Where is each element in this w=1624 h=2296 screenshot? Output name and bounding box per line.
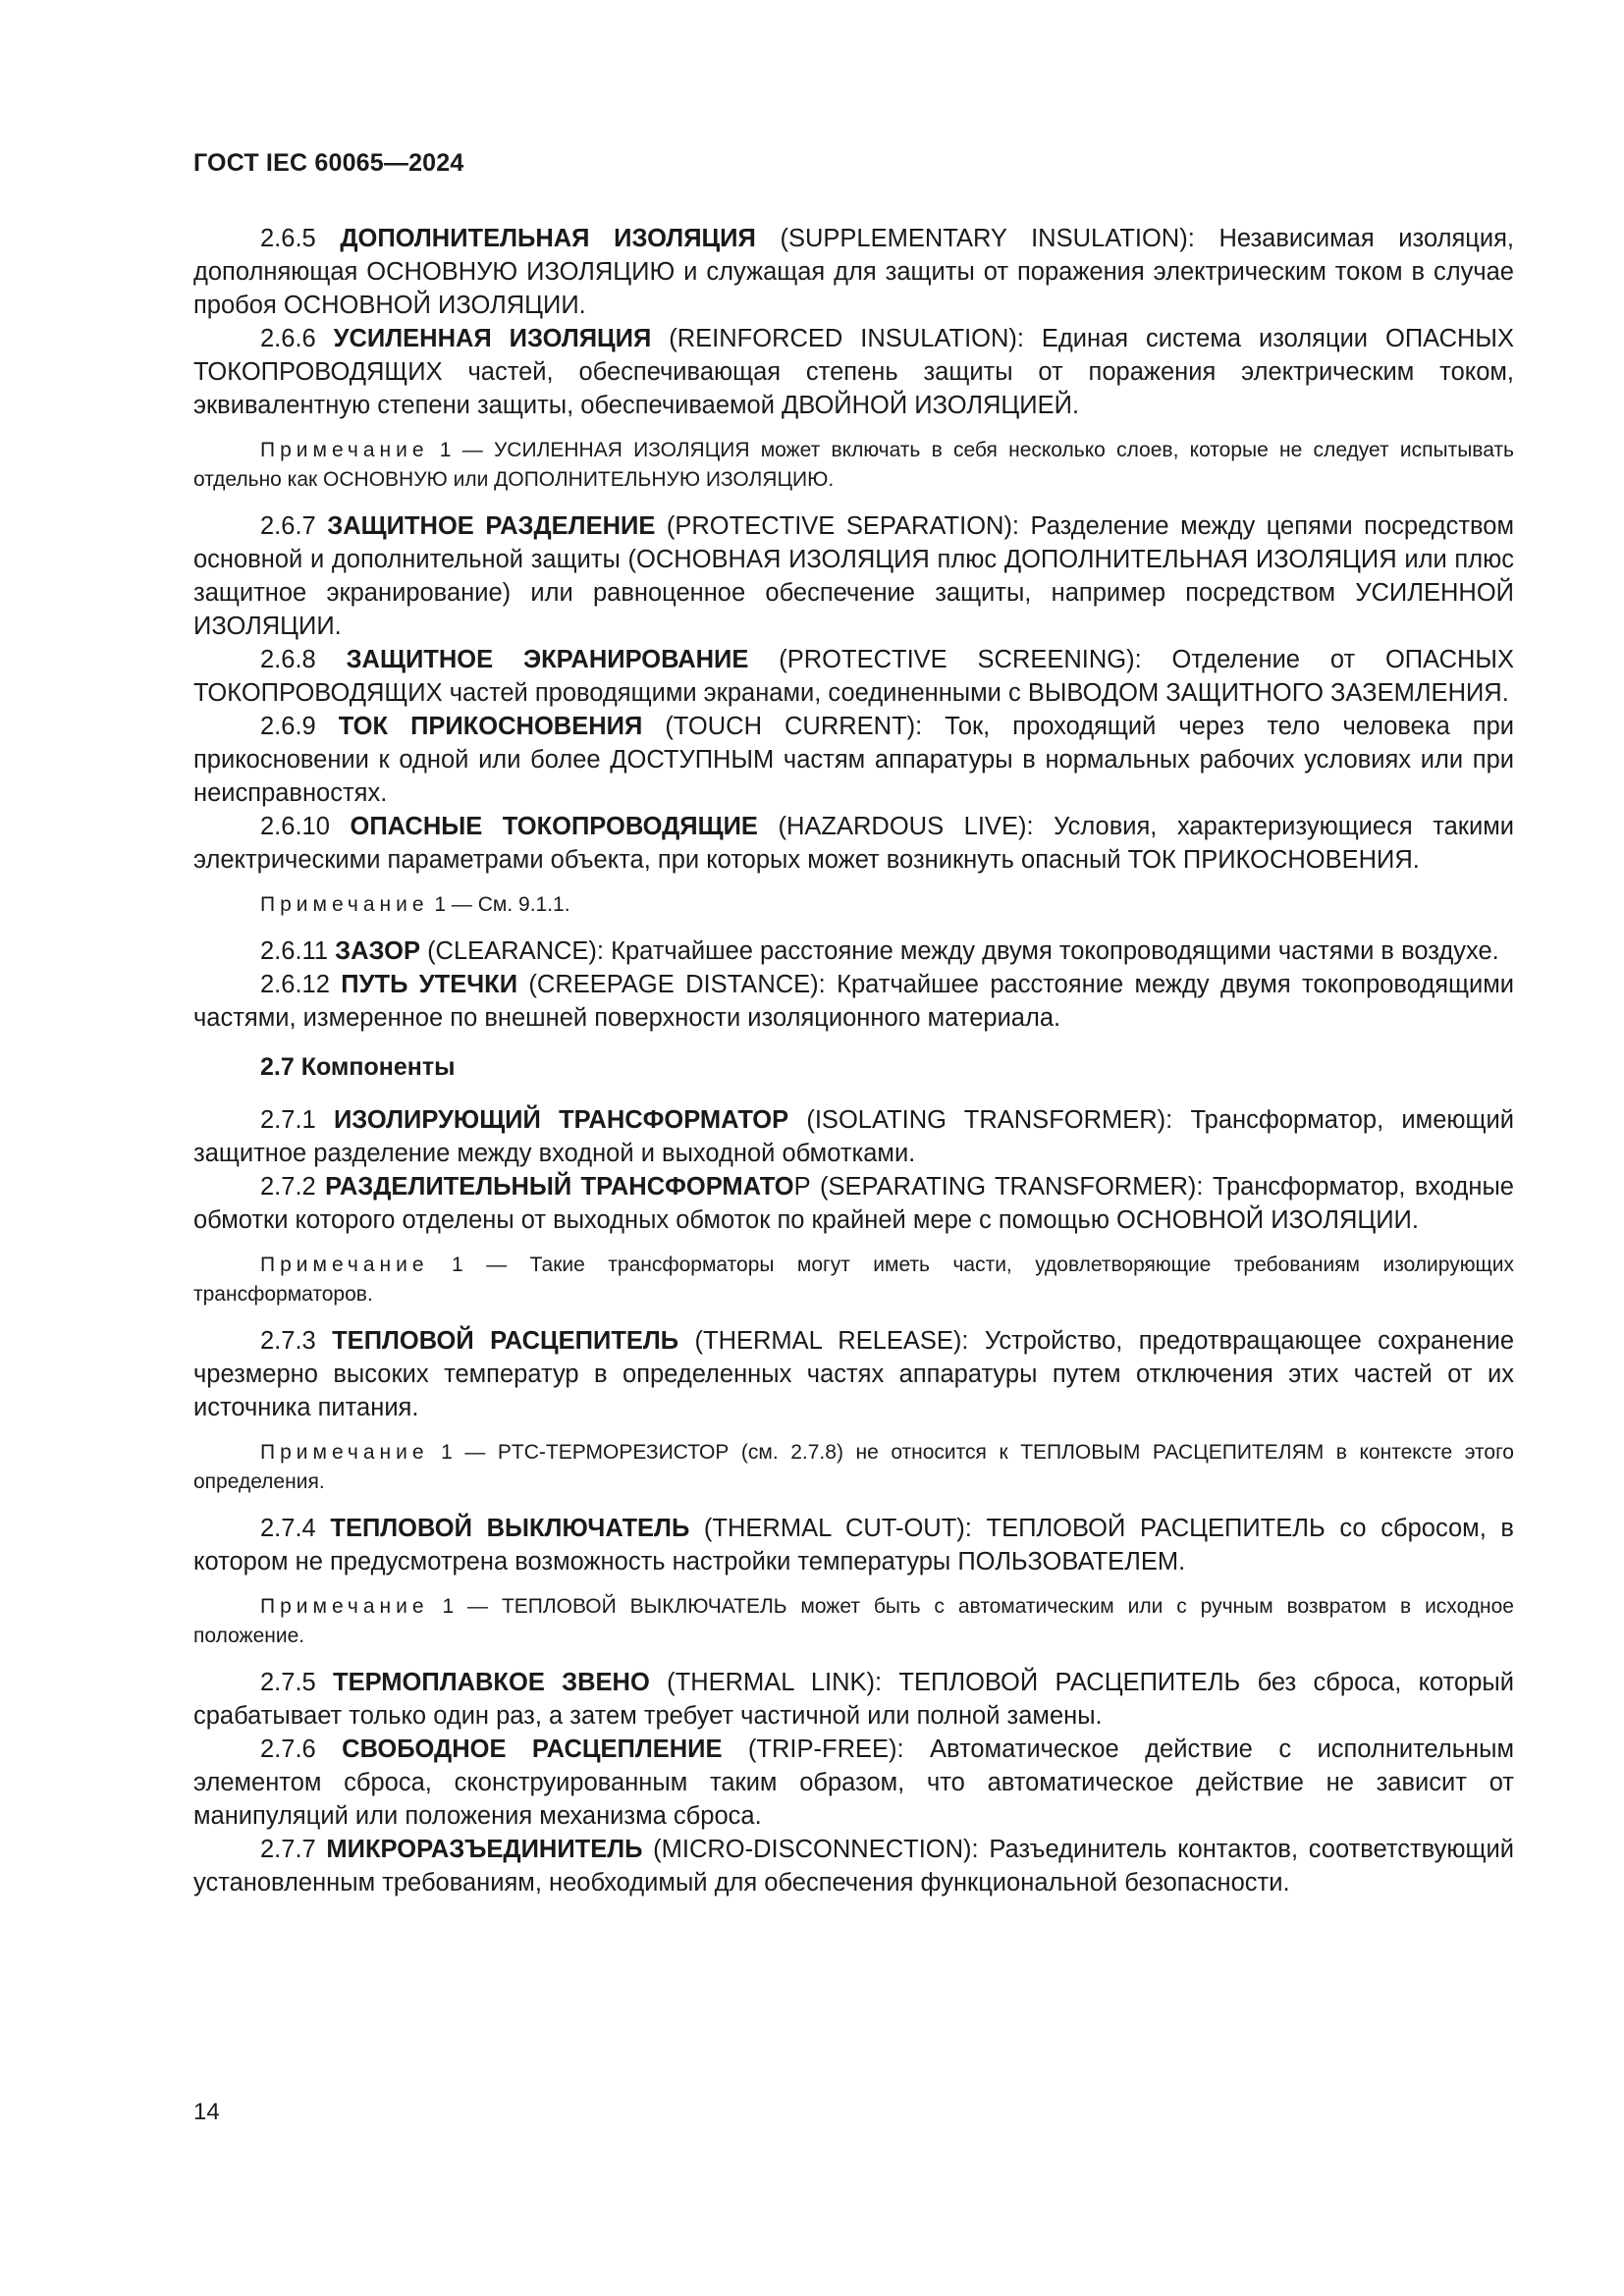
definition-paragraph <box>193 1733 1514 1833</box>
note-label: Примечание <box>260 439 429 461</box>
clause-number: 2.7.4 <box>260 1515 316 1542</box>
defined-term: ИЗОЛИРУЮЩИЙ ТРАНСФОРМАТОР <box>333 1106 789 1134</box>
definition-text: (REINFORCED INSULATION): Единая система изоляции ОПАСНЫХ ТОКОПРОВОДЯЩИХ частей, обеспечивающая степень защиты от поражения электрическим током, эквивалентную степени защиты, обеспечиваемой ДВОЙНОЙ ИЗОЛЯЦИЕЙ. <box>193 325 1515 419</box>
definition-paragraph <box>193 322 1514 422</box>
note-paragraph <box>193 1438 1514 1497</box>
definition-paragraph <box>193 710 1514 810</box>
note-text: 1 — УСИЛЕННАЯ ИЗОЛЯЦИЯ может включать в себя несколько слоев, которые не следует испытывать отдельно как ОСНОВНУЮ или ДОПОЛНИТЕЛЬНУЮ ИЗОЛЯЦИЮ. <box>193 439 1514 491</box>
clause-number: 2.6.6 <box>260 325 316 352</box>
defined-term: РАЗДЕЛИТЕЛЬНЫЙ ТРАНСФОРМАТО <box>325 1173 794 1201</box>
defined-term: ТЕПЛОВОЙ РАСЦЕПИТЕЛЬ <box>332 1327 679 1355</box>
definition-paragraph <box>193 509 1514 643</box>
definition-text: (MICRO-DISCONNECTION): Разъединитель контактов, соответствующий установленным требованиям, необходимый для обеспечения функциональной безопасности. <box>193 1836 1514 1896</box>
defined-term: МИКРОРАЗЪЕДИНИТЕЛЬ <box>326 1836 643 1863</box>
defined-term: УСИЛЕННАЯ ИЗОЛЯЦИЯ <box>333 325 652 352</box>
definition-paragraph <box>193 968 1514 1035</box>
note-label: Примечание <box>260 1254 429 1276</box>
defined-term: СВОБОДНОЕ РАСЦЕПЛЕНИЕ <box>342 1735 723 1763</box>
note-paragraph <box>193 890 1514 920</box>
clause-number: 2.6.5 <box>260 225 316 252</box>
clause-number: 2.6.12 <box>260 971 330 998</box>
definition-paragraph <box>193 810 1514 877</box>
clause-number: 2.6.7 <box>260 512 316 540</box>
definition-paragraph <box>193 934 1514 968</box>
defined-term: ТОК ПРИКОСНОВЕНИЯ <box>338 713 643 740</box>
clause-number: 2.7.7 <box>260 1836 316 1863</box>
defined-term: ЗАЩИТНОЕ РАЗДЕЛЕНИЕ <box>327 512 656 540</box>
definition-paragraph <box>193 1833 1514 1899</box>
note-label: Примечание <box>260 893 429 916</box>
note-text: 1 — ТЕПЛОВОЙ ВЫКЛЮЧАТЕЛЬ может быть с автоматическим или с ручным возвратом в исходное положение. <box>193 1595 1514 1647</box>
defined-term: ОПАСНЫЕ ТОКОПРОВОДЯЩИЕ <box>350 813 758 840</box>
clause-number: 2.7.6 <box>260 1735 316 1763</box>
definition-text: (CLEARANCE): Кратчайшее расстояние между двумя токопроводящими частями в воздухе. <box>419 937 1499 965</box>
clause-number: 2.6.8 <box>260 646 316 673</box>
definition-paragraph <box>193 222 1514 322</box>
definition-paragraph <box>193 1170 1514 1237</box>
note-text: 1 — PTC-ТЕРМОРЕЗИСТОР (см. 2.7.8) не относится к ТЕПЛОВЫМ РАСЦЕПИТЕЛЯМ в контексте этого определения. <box>193 1441 1514 1493</box>
note-label: Примечание <box>260 1441 429 1464</box>
defined-term: ЗАЩИТНОЕ ЭКРАНИРОВАНИЕ <box>346 646 749 673</box>
definition-paragraph <box>193 1103 1514 1170</box>
definition-text: (ISOLATING TRANSFORMER): Трансформатор, имеющий защитное разделение между входной и выходной обмотками. <box>193 1106 1514 1167</box>
defined-term: ТЕПЛОВОЙ ВЫКЛЮЧАТЕЛЬ <box>330 1515 690 1542</box>
definition-paragraph <box>193 1324 1514 1424</box>
defined-term: ЗАЗОР <box>335 937 420 965</box>
defined-term: ПУТЬ УТЕЧКИ <box>341 971 518 998</box>
note-label: Примечание <box>260 1595 429 1618</box>
definition-text: (TRIP-FREE): Автоматическое действие с исполнительным элементом сброса, сконструированным таким образом, что автоматическое действие не зависит от манипуляций или положения механизма сброса. <box>193 1735 1514 1830</box>
defined-term: ТЕРМОПЛАВКОЕ ЗВЕНО <box>333 1669 650 1696</box>
clause-number: 2.7.5 <box>260 1669 316 1696</box>
document-body <box>193 222 1514 1899</box>
clause-number: 2.6.11 <box>260 937 329 965</box>
definition-text: (PROTECTIVE SCREENING): Отделение от ОПАСНЫХ ТОКОПРОВОДЯЩИХ частей проводящими экранами, соединенными с ВЫВОДОМ ЗАЩИТНОГО ЗАЗЕМЛЕНИЯ. <box>193 646 1514 707</box>
note-text: 1 — См. 9.1.1. <box>428 893 570 916</box>
clause-number: 2.6.10 <box>260 813 330 840</box>
definition-text: (THERMAL LINK): ТЕПЛОВОЙ РАСЦЕПИТЕЛЬ без сброса, который срабатывает только один раз, а затем требует частичной или полной замены. <box>193 1669 1514 1730</box>
note-text: 1 — Такие трансформаторы могут иметь части, удовлетворяющие требованиям изолирующих трансформаторов. <box>193 1254 1514 1306</box>
defined-term: ДОПОЛНИТЕЛЬНАЯ ИЗОЛЯЦИЯ <box>340 225 756 252</box>
definition-paragraph <box>193 643 1514 710</box>
clause-number: 2.6.9 <box>260 713 316 740</box>
definition-text: (TOUCH CURRENT): Ток, проходящий через тело человека при прикосновении к одной или более ДОСТУПНЫМ частям аппаратуры в нормальных рабочих условиях или при неисправностях. <box>193 713 1514 807</box>
clause-number: 2.7.2 <box>260 1173 316 1201</box>
clause-number: 2.7.1 <box>260 1106 316 1134</box>
note-paragraph <box>193 1251 1514 1309</box>
clause-number: 2.7.3 <box>260 1327 316 1355</box>
definition-text: (CREEPAGE DISTANCE): Кратчайшее расстояние между двумя токопроводящими частями, измеренное по внешней поверхности изоляционного материала. <box>193 971 1514 1032</box>
definition-text: Р (SEPARATING TRANSFORMER): Трансформатор, входные обмотки которого отделены от выходных обмоток по крайней мере с помощью ОСНОВНОЙ ИЗОЛЯЦИИ. <box>193 1173 1514 1234</box>
definition-paragraph <box>193 1512 1514 1578</box>
standard-header: ГОСТ IEC 60065—2024 <box>193 149 464 177</box>
page-number: 14 <box>193 2099 220 2125</box>
note-paragraph <box>193 436 1514 495</box>
definition-text: (THERMAL CUT-OUT): ТЕПЛОВОЙ РАСЦЕПИТЕЛЬ со сбросом, в котором не предусмотрена возможность настройки температуры ПОЛЬЗОВАТЕЛЕМ. <box>193 1515 1514 1575</box>
definition-text: (PROTECTIVE SEPARATION): Разделение между цепями посредством основной и дополнительной защиты (ОСНОВНАЯ ИЗОЛЯЦИЯ плюс ДОПОЛНИТЕЛЬНАЯ ИЗОЛЯЦИЯ или плюс защитное экранирование) или равноценное обеспечение защиты, например посредством УСИЛЕННОЙ ИЗОЛЯЦИИ. <box>193 512 1514 640</box>
definition-text: (HAZARDOUS LIVE): Условия, характеризующиеся такими электрическими параметрами объекта, при которых может возникнуть опасный ТОК ПРИКОСНОВЕНИЯ. <box>193 813 1514 874</box>
definition-text: (THERMAL RELEASE): Устройство, предотвращающее сохранение чрезмерно высоких температур в определенных частях аппаратуры путем отключения этих частей от их источника питания. <box>193 1327 1514 1421</box>
definition-text: (SUPPLEMENTARY INSULATION): Независимая изоляция, дополняющая ОСНОВНУЮ ИЗОЛЯЦИЮ и служащая для защиты от поражения электрическим током в случае пробоя ОСНОВНОЙ ИЗОЛЯЦИИ. <box>193 225 1515 319</box>
definition-paragraph <box>193 1666 1514 1733</box>
note-paragraph <box>193 1592 1514 1651</box>
section-heading: 2.7 Компоненты <box>260 1053 456 1081</box>
